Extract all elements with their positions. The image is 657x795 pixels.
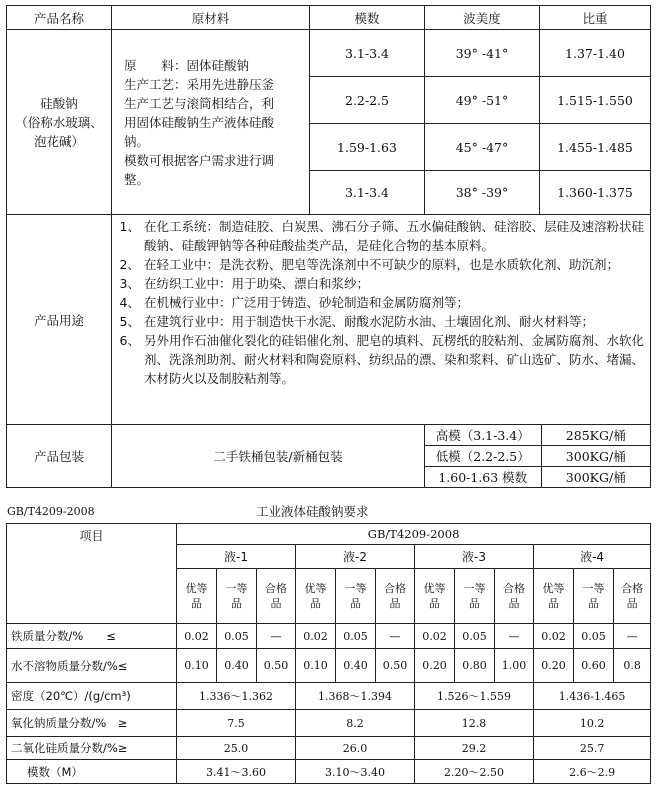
table-cell: 0.02 (296, 624, 336, 649)
list-item-text: 在化工系统：制造硅胶、白炭黑、沸石分子筛、五水偏硅酸钠、硅溶胶、层硅及速溶粉状硅酸钠、硅酸钾钠等各种硅酸盐类产品，是硅化合物的基本原料。 (144, 219, 645, 253)
table-cell: 0.02 (534, 624, 574, 649)
grade-header-line: 品 (626, 597, 638, 610)
product-info-table (6, 5, 651, 488)
table-cell: 0.05 (574, 624, 614, 649)
row-label: 模数（M） (7, 760, 177, 784)
section-title: 工业液体硅酸钠要求 (256, 504, 369, 519)
packaging-grade: 高模（3.1-3.4） (425, 425, 541, 446)
list-item-text: 在建筑行业中：用于制造快干水泥、耐酸水泥防水油、土壤固化剂、耐火材料等； (144, 314, 595, 329)
grade-header-line: 品 (508, 597, 520, 610)
row-label: 密度（20℃）/(g/cm³) (7, 683, 177, 710)
packaging-weight: 300KG/桶 (541, 446, 650, 467)
list-item (118, 293, 646, 312)
grade-header (495, 569, 534, 624)
density-value: 1.526～1.559 (415, 683, 534, 710)
raw-material-line: 生产工艺：采用先进静压釜 (124, 76, 275, 92)
row-label: 二氧化硅质量分数/%≥ (7, 737, 177, 760)
row-label: 水不溶物质量分数/%≤ (7, 649, 177, 683)
table-row (425, 446, 650, 467)
table-cell: 0.05 (217, 624, 257, 649)
list-item-text: 在纺织工业中：用于助染、漂白和浆纱； (144, 276, 370, 291)
grade-header-line: 品 (231, 597, 242, 610)
table-row (7, 624, 651, 649)
grade-header-line: 品 (389, 597, 401, 610)
table-cell: 0.05 (336, 624, 376, 649)
header-product-name: 产品名称 (7, 6, 112, 30)
sodium-oxide-value: 12.8 (415, 710, 534, 737)
table-cell: 0.10 (296, 649, 336, 683)
packaging-label: 产品包装 (7, 425, 112, 488)
silica-value: 25.0 (177, 737, 296, 760)
product-name-line: 硅酸钠 (40, 95, 78, 111)
raw-material-cell (112, 30, 310, 215)
table-cell: 0.20 (534, 649, 574, 683)
grade-header-line: 品 (310, 597, 321, 610)
list-item-number: 3、 (119, 276, 140, 291)
silica-value: 29.2 (415, 737, 534, 760)
uses-label: 产品用途 (7, 215, 112, 425)
table-cell: 0.10 (177, 649, 217, 683)
silica-value: 26.0 (296, 737, 415, 760)
packaging-grade: 低模（2.2-2.5） (425, 446, 541, 467)
table-cell: — (495, 624, 534, 649)
sodium-oxide-value: 7.5 (177, 710, 296, 737)
standard-header: GB/T4209-2008 (177, 524, 651, 545)
sodium-oxide-value: 10.2 (534, 710, 651, 737)
list-item-number: 4、 (119, 295, 140, 310)
table-cell: — (614, 624, 651, 649)
grade-header (296, 569, 336, 624)
table-row (425, 467, 650, 488)
grade-header (217, 569, 257, 624)
table-cell: 0.80 (455, 649, 495, 683)
list-item-number: 2、 (119, 257, 140, 272)
silica-value: 25.7 (534, 737, 651, 760)
header-baume: 波美度 (425, 6, 540, 30)
table-row (7, 710, 651, 737)
grade-header (336, 569, 376, 624)
table-cell: 0.20 (415, 649, 455, 683)
spec-modulus: 2.2-2.5 (310, 77, 425, 124)
spec-gravity: 1.515-1.550 (540, 77, 651, 124)
spec-baume: 39° -41° (425, 30, 540, 77)
spec-baume: 45° -47° (425, 124, 540, 171)
modulus-value: 3.41～3.60 (177, 760, 296, 784)
header-gravity: 比重 (540, 6, 651, 30)
grade-header-line: 合格 (503, 582, 525, 595)
density-value: 1.436-1.465 (534, 683, 651, 710)
packaging-weight: 285KG/桶 (541, 425, 650, 446)
list-item-text: 在机械行业中：广泛用于铸造、砂轮制造和金属防腐剂等； (144, 295, 470, 310)
packaging-weight: 300KG/桶 (541, 467, 650, 488)
list-item-text: 另外用作石油催化裂化的硅铝催化剂、肥皂的填料、瓦楞纸的胶粘剂、金属防腐剂、水软化剂、洗涤剂助剂、耐火材料和陶瓷原料、纺织品的漂、染和浆料、矿山选矿、防水、堵漏、木材防火以及制胶粘剂等。 (144, 333, 645, 386)
raw-material-line: 整。 (124, 171, 150, 187)
liquid-header: 液-4 (534, 545, 651, 569)
table-row (7, 760, 651, 784)
raw-material-line: 生产工艺与滚筒相结合，利 (124, 95, 275, 111)
grade-header-line: 品 (350, 597, 361, 610)
density-value: 1.336～1.362 (177, 683, 296, 710)
spec-gravity: 1.360-1.375 (540, 171, 651, 215)
list-item-number: 1、 (119, 219, 140, 234)
liquid-header: 液-3 (415, 545, 534, 569)
row-label: 氧化钠质量分数/% ≥ (7, 710, 177, 737)
raw-material-line: 钠。 (124, 133, 150, 149)
grade-header-line: 优等 (304, 582, 327, 595)
list-item (118, 331, 646, 388)
list-item (118, 255, 646, 274)
modulus-value: 3.10～3.40 (296, 760, 415, 784)
grade-header-line: 合格 (621, 582, 644, 595)
spec-gravity: 1.37-1.40 (540, 30, 651, 77)
table-row (425, 425, 650, 446)
spec-gravity: 1.455-1.485 (540, 124, 651, 171)
grade-header-line: 优等 (423, 582, 446, 595)
packaging-grade: 1.60-1.63 模数 (425, 467, 541, 488)
spec-modulus: 3.1-3.4 (310, 30, 425, 77)
product-name-line: （俗称水玻璃、 (15, 114, 103, 130)
table-cell: 0.50 (257, 649, 296, 683)
grade-header (534, 569, 574, 624)
spec-modulus: 1.59-1.63 (310, 124, 425, 171)
grade-header (455, 569, 495, 624)
table-cell: 0.60 (574, 649, 614, 683)
header-row (7, 6, 651, 30)
grade-header-line: 品 (469, 597, 480, 610)
grade-header-line: 品 (548, 597, 559, 610)
grade-header-line: 一等 (463, 582, 486, 595)
liquid-header: 液-2 (296, 545, 415, 569)
raw-material-line: 模数可根据客户需求进行调 (124, 152, 275, 168)
grade-header (376, 569, 415, 624)
list-item (118, 217, 646, 255)
raw-material-line: 用固体硅酸钠生产液体硅酸 (124, 114, 275, 130)
grade-header (177, 569, 217, 624)
packaging-method: 二手铁桶包装/新桶包装 (112, 425, 425, 488)
table-cell: — (376, 624, 415, 649)
grade-header-line: 品 (270, 597, 282, 610)
table-cell: 0.02 (415, 624, 455, 649)
density-value: 1.368～1.394 (296, 683, 415, 710)
grade-header-line: 合格 (384, 582, 406, 595)
grade-header-line: 优等 (542, 582, 565, 595)
grade-header (574, 569, 614, 624)
grade-header-line: 一等 (344, 582, 367, 595)
grade-header-line: 合格 (265, 582, 287, 595)
standard-table (6, 523, 651, 784)
grade-header-line: 优等 (185, 582, 208, 595)
table-row (7, 737, 651, 760)
table-cell: 0.50 (376, 649, 415, 683)
packaging-table (425, 425, 650, 487)
list-item-number: 6、 (119, 333, 140, 348)
grade-header (257, 569, 296, 624)
liquid-header: 液-1 (177, 545, 296, 569)
table-cell: 0.02 (177, 624, 217, 649)
spec-baume: 38° -39° (425, 171, 540, 215)
header-modulus: 模数 (310, 6, 425, 30)
modulus-value: 2.6～2.9 (534, 760, 651, 784)
grade-header-line: 品 (588, 597, 599, 610)
table-cell: 1.00 (495, 649, 534, 683)
list-item (118, 312, 646, 331)
grade-header-line: 一等 (582, 582, 605, 595)
standard-label: GB/T4209-2008 (7, 505, 95, 518)
uses-list (112, 215, 651, 425)
packaging-detail-cell (425, 425, 651, 488)
modulus-value: 2.20～2.50 (415, 760, 534, 784)
table-cell: 0.05 (455, 624, 495, 649)
table-cell: 0.40 (336, 649, 376, 683)
table-row (7, 649, 651, 683)
table-row (7, 683, 651, 710)
raw-material-line: 原 料：固体硅酸钠 (124, 57, 250, 73)
product-name-line: 泡花碱） (33, 133, 84, 149)
item-header: 项目 (7, 524, 177, 624)
row-label: 铁质量分数/% ≤ (7, 624, 177, 649)
table-cell: 0.40 (217, 649, 257, 683)
list-item (118, 274, 646, 293)
grade-header (614, 569, 651, 624)
header-raw-material: 原材料 (112, 6, 310, 30)
sodium-oxide-value: 8.2 (296, 710, 415, 737)
grade-header-line: 一等 (225, 582, 248, 595)
list-item-number: 5、 (119, 314, 140, 329)
table-cell: — (257, 624, 296, 649)
table-cell: 0.8 (614, 649, 651, 683)
grade-header-line: 品 (191, 597, 202, 610)
list-item-text: 在轻工业中：是洗衣粉、肥皂等洗涤剂中不可缺少的原料，也是水质软化剂、助沉剂； (144, 257, 620, 272)
spec-baume: 49° -51° (425, 77, 540, 124)
grade-header (415, 569, 455, 624)
grade-header-line: 品 (429, 597, 440, 610)
product-name-cell (7, 30, 112, 215)
spec-modulus: 3.1-3.4 (310, 171, 425, 215)
